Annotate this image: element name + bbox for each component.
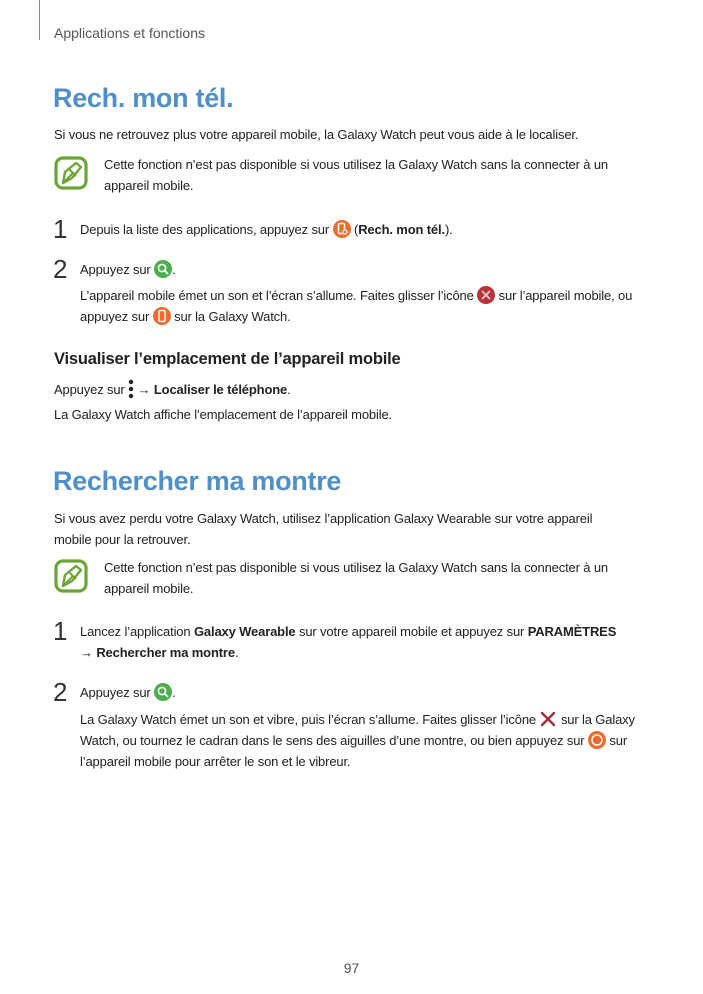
note-text: Cette fonction n’est pas disponible si vous utilisez la Galaxy Watch sans la connecter à un appareil mobile.: [104, 157, 608, 193]
intro-paragraph: Si vous avez perdu votre Galaxy Watch, utilisez l’application Galaxy Wearable sur votre appareil mobile pour la retrouver.: [54, 511, 593, 547]
find-my-phone-app-icon: [333, 220, 351, 238]
page-number: 97: [343, 960, 360, 976]
note-pencil-icon: [54, 156, 88, 190]
step-2-detail: La Galaxy Watch émet un son et vibre, puis l’écran s’allume. Faites glisser l’icône sur la Galaxy Watch, ou tournez le cadran dans le sens des aiguilles d’une montre, ou bien appuyez sur sur l’appareil mobile pour arrêter le son et le vibreur.: [80, 712, 635, 769]
step-number: 1: [53, 616, 68, 646]
subsection-line-2: La Galaxy Watch affiche l’emplacement de l’appareil mobile.: [54, 407, 392, 422]
intro-paragraph: Si vous ne retrouvez plus votre appareil mobile, la Galaxy Watch peut vous aide à le localiser.: [54, 127, 579, 142]
step-1: Depuis la liste des applications, appuyez sur (Rech. mon tél.).: [80, 222, 453, 237]
subsection-title: Visualiser l’emplacement de l’appareil mobile: [54, 350, 401, 368]
note-text: Cette fonction n’est pas disponible si vous utilisez la Galaxy Watch sans la connecter à un appareil mobile.: [104, 560, 608, 596]
stop-icon: [588, 731, 606, 749]
section-title-find-watch: Rechercher ma montre: [53, 466, 342, 496]
step-2-detail: L’appareil mobile émet un son et l’écran s’allume. Faites glisser l’icône sur l’appareil mobile, ou appuyez sur sur la Galaxy Watch.: [80, 288, 633, 324]
section-header: Applications et fonctions: [54, 25, 205, 41]
search-icon: [154, 260, 172, 278]
phone-icon: [153, 307, 171, 325]
close-icon: [539, 710, 557, 728]
step-number: 2: [53, 254, 68, 284]
step-2: Appuyez sur .: [80, 262, 176, 277]
note-pencil-icon: [54, 559, 88, 593]
step-1: Lancez l’application Galaxy Wearable sur votre appareil mobile et appuyez sur PARAMÈTRES → Rechercher ma montre.: [80, 624, 617, 660]
header-rule: [39, 0, 40, 40]
step-number: 2: [53, 677, 68, 707]
more-options-icon: [128, 379, 134, 399]
step-2: Appuyez sur .: [80, 685, 176, 700]
subsection-line-1: Appuyez sur → Localiser le téléphone.: [54, 379, 654, 400]
step-number: 1: [53, 214, 68, 244]
close-icon: [477, 286, 495, 304]
section-title-find-phone: Rech. mon tél.: [53, 83, 234, 113]
search-icon: [154, 683, 172, 701]
